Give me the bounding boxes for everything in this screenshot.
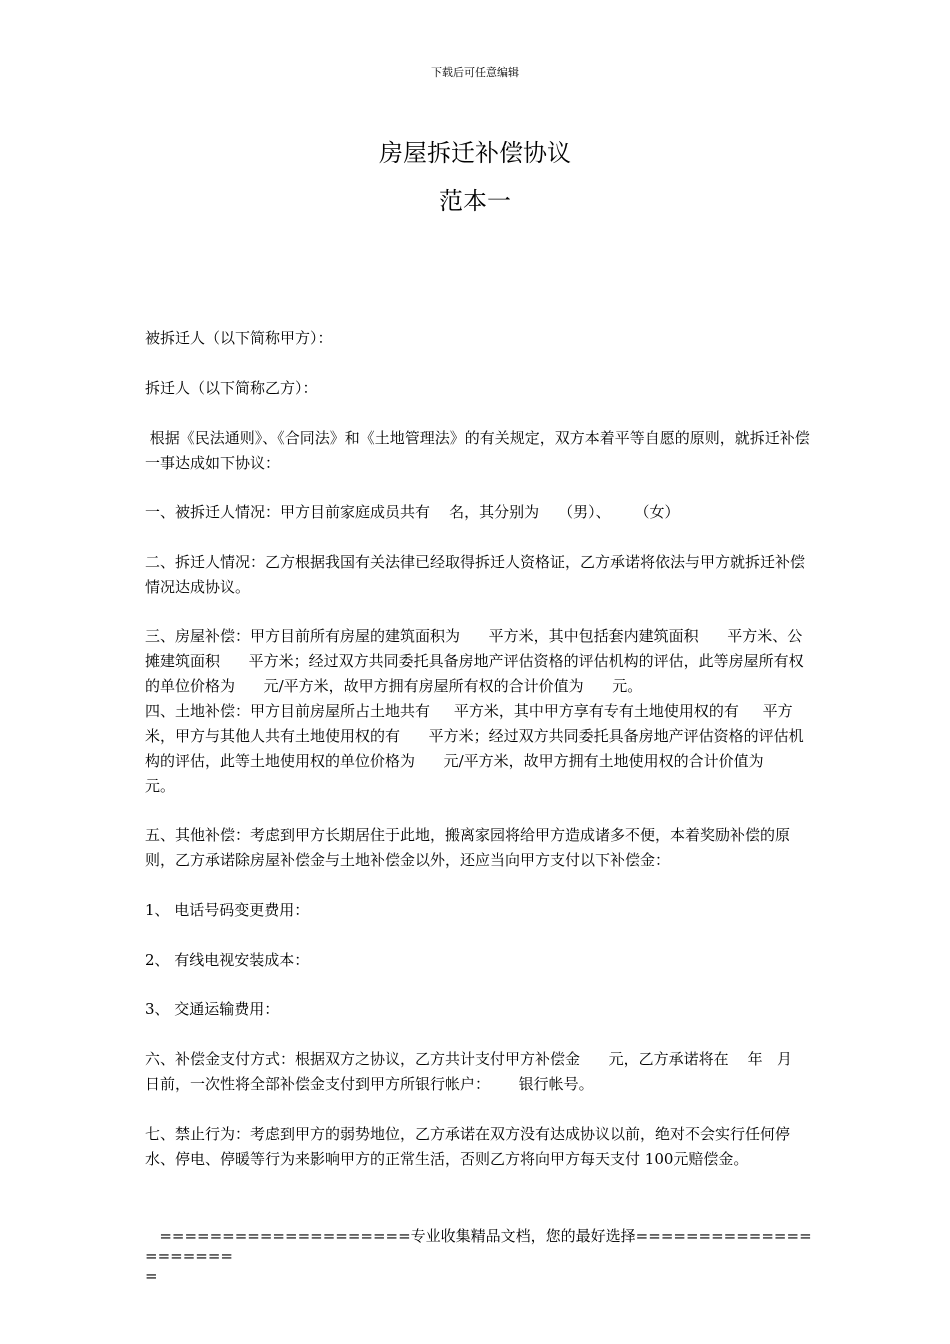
paragraph-clause-5: 五、其他补偿：考虑到甲方长期居住于此地，搬离家园将给甲方造成诸多不便，本着奖励补偿的原则，乙方承诺除房屋补偿金与土地补偿金以外，还应当向甲方支付以下补偿金： — [145, 826, 791, 869]
paragraph-preamble: 根据《民法通则》、《合同法》和《土地管理法》的有关规定，双方本着平等自愿的原则，就拆迁补偿一事达成如下协议： — [145, 429, 810, 472]
paragraph-item-3: 3、 交通运输费用： — [145, 1000, 280, 1018]
paragraph-clause-1: 一、被拆迁人情况：甲方目前家庭成员共有 名，其分别为 （男）、 （女） — [145, 503, 680, 521]
document-subtitle: 范本一 — [439, 187, 511, 215]
paragraph-clause-2: 二、拆迁人情况：乙方根据我国有关法律已经取得拆迁人资格证，乙方承诺将依法与甲方就拆迁补偿情况达成协议。 — [145, 553, 806, 596]
paragraph-item-2: 2、 有线电视安装成本： — [145, 951, 310, 969]
paragraph-item-1: 1、 电话号码变更费用： — [145, 901, 310, 919]
paragraph-clause-6: 六、补偿金支付方式：根据双方之协议，乙方共计支付甲方补偿金 元，乙方承诺将在 年 月 日前，一次性将全部补偿金支付到甲方所银行帐户： 银行帐号。 — [145, 1050, 807, 1093]
document-title: 房屋拆迁补偿协议 — [379, 139, 571, 167]
paragraph-clause-7: 七、禁止行为：考虑到甲方的弱势地位，乙方承诺在双方没有达成协议以前，绝对不会实行任何停水、停电、停暖等行为来影响甲方的正常生活，否则乙方将向甲方每天支付 100元赔偿金。 — [145, 1125, 791, 1168]
header-note: 下载后可任意编辑 — [431, 66, 519, 79]
paragraph-party-b: 拆迁人（以下简称乙方）： — [145, 379, 318, 397]
paragraph-party-a: 被拆迁人（以下简称甲方）： — [145, 329, 333, 347]
paragraph-clause-3-4: 三、房屋补偿：甲方目前所有房屋的建筑面积为 平方米，其中包括套内建筑面积 平方米、公摊建筑面积 平方米；经过双方共同委托具备房地产评估资格的评估机构的评估，此等房屋所有权的单位价格为 元/平方米，故甲方拥有房屋所有权的合计价值为 元。 四、土地补偿：甲方目前房屋所占土地共有 平方米，其中甲方享有专有土地使用权的有 平方米，甲方与其他人共有土地使用权的有 平方米；经过双方共同委托具备房地产评估资格的评估机构的评估，此等土地使用权的单位价格为 元/平方米，故甲方拥有土地使用权的合计价值为 元。 — [145, 627, 804, 795]
footer-banner: ====================专业收集精品文档，您的最好选择===================== = — [145, 1227, 812, 1285]
